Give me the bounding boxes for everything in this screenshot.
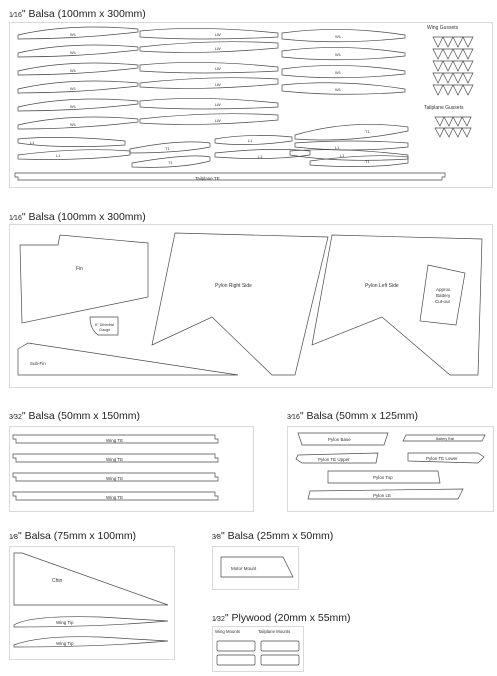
svg-text:Cut-out: Cut-out — [435, 299, 450, 304]
rib-lw — [140, 98, 278, 109]
svg-text:Sub-Fin: Sub-Fin — [30, 361, 46, 366]
svg-text:T1: T1 — [168, 160, 173, 165]
svg-text:W1: W1 — [335, 87, 341, 92]
sheet4-drawing — [288, 427, 493, 511]
svg-text:Wing TE: Wing TE — [106, 457, 124, 462]
svg-text:Tailplane Gussets: Tailplane Gussets — [424, 105, 464, 111]
sheet1-drawing — [10, 23, 492, 187]
svg-text:Approx.: Approx. — [436, 287, 452, 292]
sheet3-title: 3⁄32" Balsa (50mm x 150mm) — [9, 410, 140, 422]
rib-l1 — [295, 141, 408, 150]
svg-text:Gauge: Gauge — [99, 328, 111, 332]
svg-text:W1: W1 — [70, 32, 76, 37]
svg-text:W1: W1 — [70, 122, 76, 127]
sheet6-drawing — [213, 547, 298, 589]
svg-text:Wing Tip: Wing Tip — [56, 620, 74, 625]
svg-text:6° Dihedral: 6° Dihedral — [95, 323, 114, 327]
wing-gussets — [433, 37, 473, 95]
rib-w1 — [18, 117, 138, 129]
tail-ribs-group — [18, 124, 408, 167]
rib-t1 — [310, 156, 408, 167]
svg-text:L1: L1 — [335, 145, 340, 150]
fin-piece — [20, 235, 148, 323]
rib-w1 — [18, 63, 138, 75]
rib-lw — [140, 78, 278, 89]
svg-text:Pylon Top: Pylon Top — [373, 475, 393, 480]
rib-w1 — [282, 47, 405, 59]
wing-tip-piece — [14, 637, 168, 647]
svg-text:LW: LW — [215, 82, 221, 87]
svg-text:Wing TE: Wing TE — [106, 495, 124, 500]
rib-w1 — [18, 27, 138, 39]
svg-text:Pylon Left Side: Pylon Left Side — [365, 283, 399, 289]
svg-text:L1: L1 — [340, 153, 345, 158]
svg-text:Pylon Right Side: Pylon Right Side — [215, 283, 252, 289]
sheet5-panel — [9, 546, 175, 660]
sheet2-panel — [9, 224, 493, 388]
rib-l1 — [215, 135, 292, 144]
tailplane-mount-piece — [261, 641, 299, 651]
svg-text:T1: T1 — [365, 159, 370, 164]
svg-text:L1: L1 — [30, 140, 35, 145]
rib-w1-group-right — [282, 29, 405, 94]
svg-text:LW: LW — [215, 118, 221, 123]
svg-text:LW: LW — [215, 102, 221, 107]
svg-text:Tailplane TE: Tailplane TE — [195, 176, 220, 181]
sheet6-title: 3⁄8" Balsa (25mm x 50mm) — [212, 530, 334, 542]
sheet3-drawing — [10, 427, 253, 511]
svg-text:W1: W1 — [335, 52, 341, 57]
svg-text:Pylon TE Lower: Pylon TE Lower — [426, 456, 458, 461]
svg-text:Pylon TE Upper: Pylon TE Upper — [318, 457, 350, 462]
rib-t1 — [130, 142, 210, 153]
wing-mount-piece — [217, 641, 255, 651]
rib-w1 — [18, 45, 138, 57]
svg-text:W1: W1 — [70, 50, 76, 55]
svg-text:W1: W1 — [335, 70, 341, 75]
rib-w1 — [282, 83, 405, 95]
rib-w1 — [282, 29, 405, 41]
rib-w1 — [18, 99, 138, 111]
svg-text:Wing Mounts: Wing Mounts — [215, 629, 241, 634]
sheet2-title: 1⁄16" Balsa (100mm x 300mm) — [9, 211, 146, 223]
sheet6-panel — [212, 546, 299, 590]
rib-lw — [140, 62, 278, 73]
sheet3-panel — [9, 426, 254, 512]
svg-text:Wing Gussets: Wing Gussets — [427, 25, 459, 31]
svg-text:Pylon LE: Pylon LE — [373, 493, 392, 498]
rib-lw — [140, 42, 278, 53]
rib-lw-group — [140, 28, 278, 124]
rib-lw — [140, 114, 278, 125]
svg-text:Motor Mount: Motor Mount — [231, 566, 257, 571]
svg-text:W1: W1 — [335, 34, 341, 39]
svg-text:Battery: Battery — [436, 293, 451, 298]
rib-lw — [140, 28, 278, 39]
wing-mount-piece — [217, 655, 255, 665]
sheet4-panel — [287, 426, 494, 512]
tailplane-gussets — [435, 117, 471, 137]
sheet5-title: 1⁄8" Balsa (75mm x 100mm) — [9, 530, 137, 542]
svg-text:Fin: Fin — [76, 266, 83, 272]
svg-text:L1: L1 — [248, 138, 253, 143]
svg-text:LW: LW — [215, 32, 221, 37]
svg-text:W1: W1 — [70, 86, 76, 91]
rib-t1 — [295, 124, 408, 140]
sub-fin-piece — [18, 343, 238, 375]
chin-piece — [14, 553, 168, 605]
rib-l1 — [18, 150, 130, 160]
svg-text:Wing Tip: Wing Tip — [56, 641, 74, 646]
sheet4-title: 3⁄16" Balsa (50mm x 125mm) — [287, 410, 418, 422]
svg-text:L1: L1 — [258, 154, 263, 159]
svg-text:W1: W1 — [70, 104, 76, 109]
svg-text:Pylon Base: Pylon Base — [328, 437, 351, 442]
svg-text:LW: LW — [215, 46, 221, 51]
pylon-left-side-piece — [312, 235, 482, 375]
svg-text:Chin: Chin — [52, 578, 63, 584]
sheet2-drawing — [10, 225, 492, 387]
sheet5-drawing — [10, 547, 174, 659]
svg-text:Battery Rail: Battery Rail — [436, 437, 455, 441]
svg-text:T1: T1 — [365, 129, 370, 134]
wing-tip-piece — [14, 617, 168, 627]
sheet7-panel — [212, 626, 304, 672]
rib-w1 — [282, 65, 405, 77]
svg-text:T1: T1 — [165, 146, 170, 151]
svg-text:W1: W1 — [70, 68, 76, 73]
svg-text:L1: L1 — [56, 153, 61, 158]
sheet7-drawing — [213, 627, 303, 671]
pylon-right-side-piece — [152, 233, 328, 375]
rib-w1-group-left — [18, 27, 138, 129]
tailplane-mount-piece — [261, 655, 299, 665]
svg-text:Wing TE: Wing TE — [106, 438, 124, 443]
svg-text:Wing TE: Wing TE — [106, 476, 124, 481]
sheet7-title: 1⁄32" Plywood (20mm x 55mm) — [212, 612, 351, 624]
sheet1-panel — [9, 22, 493, 188]
svg-text:Tailplane Mounts: Tailplane Mounts — [258, 629, 291, 634]
tailplane-te-strip — [15, 173, 445, 180]
rib-w1 — [18, 81, 138, 93]
sheet1-title: 1⁄16" Balsa (100mm x 300mm) — [9, 8, 146, 20]
svg-text:LW: LW — [215, 66, 221, 71]
